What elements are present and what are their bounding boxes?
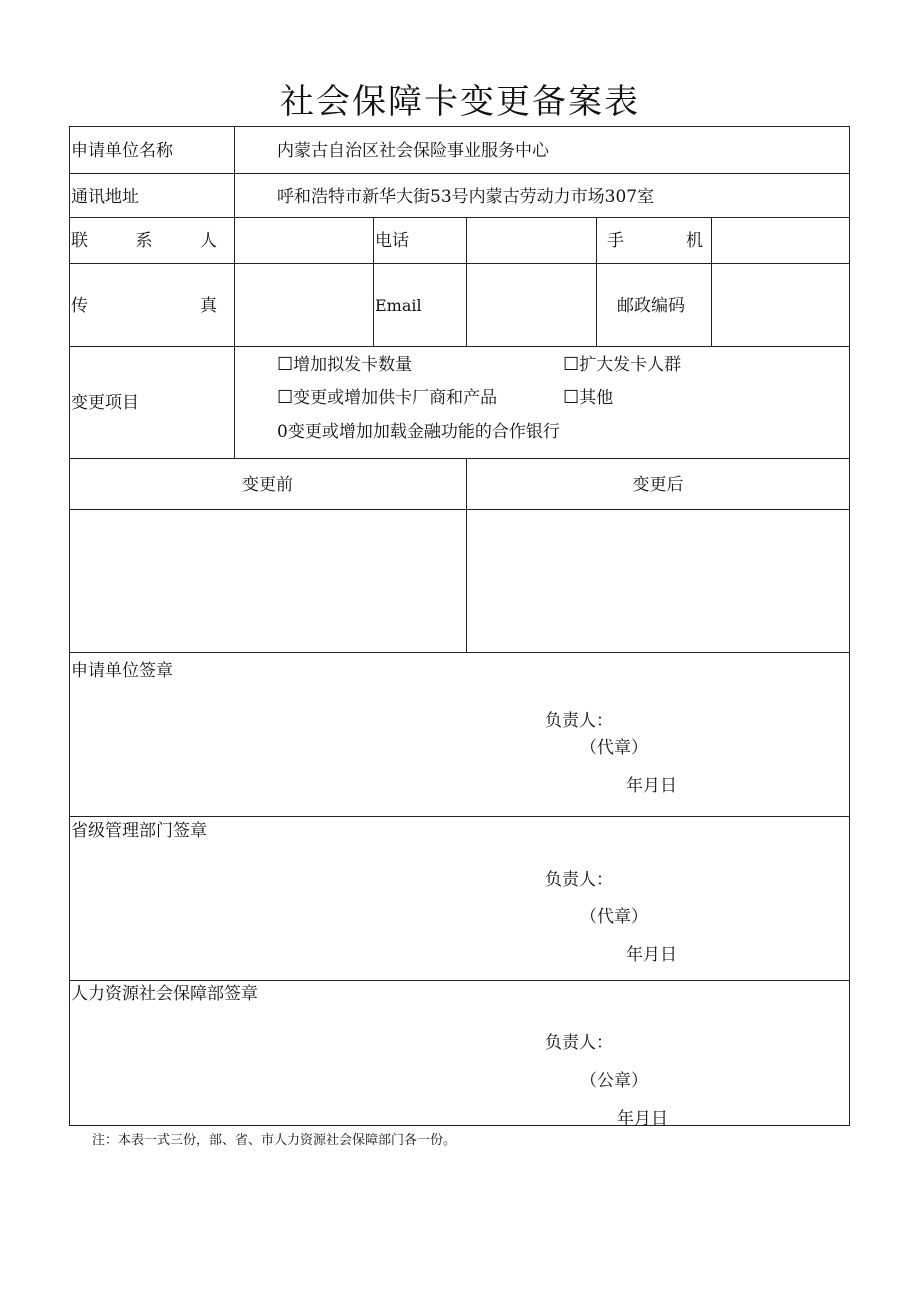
form-title: 社会保障卡变更备案表 (280, 82, 640, 122)
column-divider (373, 217, 374, 346)
contact-person-label: 联 系 人 (71, 231, 217, 251)
change-items-label: 变更项目 (71, 393, 139, 413)
email-field[interactable] (470, 268, 592, 342)
phone-field[interactable] (470, 221, 592, 259)
applicant-date: 年月日 (626, 776, 677, 796)
postal-code-field[interactable] (715, 268, 845, 342)
row-divider (69, 980, 850, 981)
row-divider (69, 509, 850, 510)
row-divider (69, 263, 850, 264)
row-divider (69, 652, 850, 653)
postal-code-label: 邮政编码 (617, 296, 685, 316)
row-divider (69, 458, 850, 459)
row-divider (69, 816, 850, 817)
footnote: 注：本表一式三份，部、省、市人力资源社会保障部门各一份。 (92, 1133, 457, 1148)
after-change-header: 变更后 (632, 475, 684, 495)
email-label: Email (375, 296, 422, 315)
checkbox-change-supplier[interactable]: ☐变更或增加供卡厂商和产品 (277, 387, 498, 408)
ministry-date: 年月日 (617, 1109, 668, 1129)
phone-label: 电话 (375, 231, 409, 251)
provincial-responsible-person: 负责人： (545, 870, 613, 890)
option-change-partner-bank[interactable]: 0变更或增加加载金融功能的合作银行 (277, 422, 560, 442)
row-divider (69, 173, 850, 174)
row-divider (69, 217, 850, 218)
checkbox-icon: ☐ (563, 354, 580, 375)
checkbox-other[interactable]: ☐其他 (563, 387, 614, 408)
applicant-name-field[interactable]: 内蒙古自治区社会保险事业服务中心 (277, 141, 549, 161)
ministry-responsible-person: 负责人： (545, 1033, 613, 1053)
checkbox-icon: ☐ (563, 387, 580, 408)
column-divider (711, 217, 712, 346)
row-divider (69, 346, 850, 347)
before-change-header: 变更前 (242, 475, 293, 495)
ministry-seal-note: （公章） (580, 1071, 648, 1091)
applicant-seal-note: （代章） (580, 738, 648, 758)
provincial-seal-label: 省级管理部门签章 (71, 821, 207, 841)
fax-field[interactable] (240, 268, 370, 342)
provincial-date: 年月日 (626, 945, 677, 965)
column-divider (234, 126, 235, 458)
before-change-field[interactable] (74, 514, 462, 648)
ministry-seal-label: 人力资源社会保障部签章 (71, 984, 258, 1004)
applicant-label: 申请单位名称 (71, 141, 173, 161)
checkbox-increase-card-quantity[interactable]: ☐增加拟发卡数量 (277, 354, 413, 375)
column-divider (596, 217, 597, 346)
applicant-responsible-person: 负责人： (545, 711, 613, 731)
address-field[interactable]: 呼和浩特市新华大街53号内蒙古劳动力市场307室 (277, 187, 655, 207)
mobile-field[interactable] (715, 221, 845, 259)
after-change-field[interactable] (471, 514, 846, 648)
checkbox-icon: ☐ (277, 387, 294, 408)
provincial-seal-note: （代章） (580, 907, 648, 927)
address-label: 通讯地址 (71, 187, 139, 207)
mobile-label: 手 机 (607, 231, 703, 251)
checkbox-expand-cardholders[interactable]: ☐扩大发卡人群 (563, 354, 682, 375)
column-divider (466, 217, 467, 346)
contact-person-field[interactable] (240, 221, 370, 259)
fax-label: 传 真 (71, 296, 217, 316)
applicant-seal-label: 申请单位签章 (71, 661, 173, 681)
checkbox-icon: ☐ (277, 354, 294, 375)
